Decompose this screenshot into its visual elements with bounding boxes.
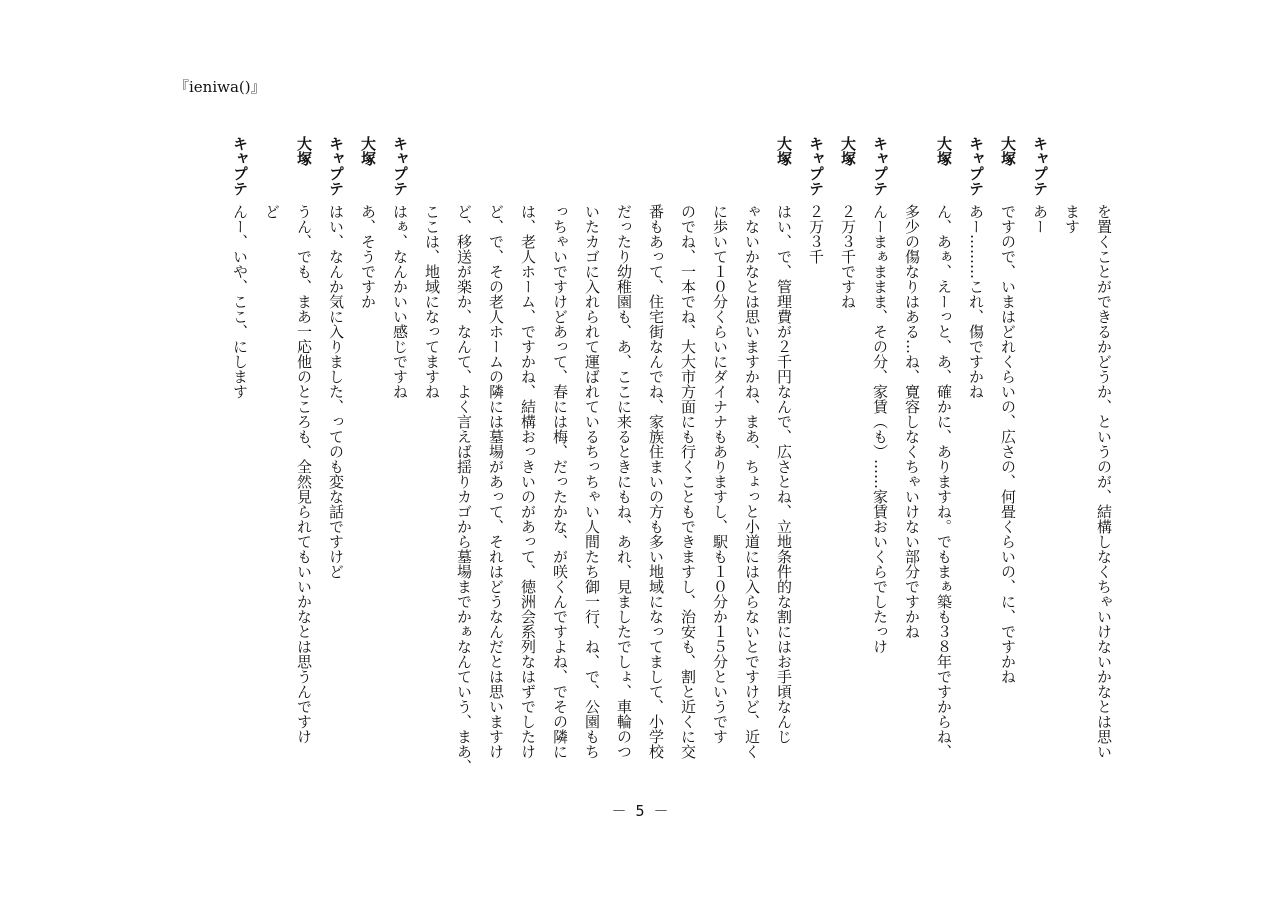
dialogue-text: ど、で、その老人ホームの隣には墓場があって、それはどうなんだとは思いますけ bbox=[487, 204, 505, 759]
script-line bbox=[640, 136, 672, 766]
speaker-name: 大塚 bbox=[359, 136, 377, 166]
dialogue-text: うん、でも、まあ一応他のところも、全然見られてもいいかなとは思うんですけ bbox=[295, 204, 313, 744]
script-line bbox=[416, 136, 448, 766]
page-number: － 5 － bbox=[611, 802, 669, 820]
script-body bbox=[160, 136, 1120, 776]
dialogue-text: ２万３千ですね bbox=[839, 204, 857, 309]
dialogue-text: は、老人ホーム、ですかね、結構おっきいのがあって、徳洲会系列なはずでしたけ bbox=[519, 204, 537, 759]
document-header-title: 『ieniwa()』 bbox=[174, 78, 266, 96]
dialogue-text: ですので、いまはどれくらいの、広さの、何畳くらいの、に、ですかね bbox=[999, 204, 1017, 684]
script-line bbox=[480, 136, 512, 766]
script-line bbox=[992, 136, 1024, 766]
speaker-name: キャプテ bbox=[1031, 136, 1049, 196]
script-line bbox=[320, 136, 352, 766]
speaker-name: 大塚 bbox=[935, 136, 953, 166]
script-line bbox=[576, 136, 608, 766]
script-line bbox=[224, 136, 256, 766]
dialogue-text: ２万３千 bbox=[807, 204, 825, 264]
speaker-name: キャプテ bbox=[871, 136, 889, 196]
script-line bbox=[1056, 136, 1088, 766]
script-line bbox=[384, 136, 416, 766]
script-line bbox=[960, 136, 992, 766]
script-line bbox=[864, 136, 896, 766]
dialogue-text: あ、そうですか bbox=[359, 204, 377, 309]
script-line bbox=[512, 136, 544, 766]
speaker-name: 大塚 bbox=[999, 136, 1017, 166]
dialogue-text: ど、移送が楽か、なんて、よく言えば揺りカゴから墓場までかぁなんていう、まあ、 bbox=[455, 204, 473, 774]
script-line bbox=[896, 136, 928, 766]
script-line bbox=[768, 136, 800, 766]
dialogue-text: あー………これ、傷ですかね bbox=[967, 204, 985, 399]
dialogue-text: はい、なんか気に入りました、ってのも変な話ですけど bbox=[327, 204, 345, 579]
dialogue-text: ここは、地域になってますね bbox=[423, 204, 441, 399]
dialogue-text: を置くことができるかどうか、というのが、結構しなくちゃいけないかなとは思い bbox=[1095, 204, 1113, 759]
speaker-name: キャプテ bbox=[807, 136, 825, 196]
dialogue-text: ます bbox=[1063, 204, 1081, 234]
dialogue-text: 番もあって、住宅街なんでね、家族住まいの方も多い地域になってまして、小学校 bbox=[647, 204, 665, 759]
script-line bbox=[736, 136, 768, 766]
dialogue-text: はい、で、管理費が２千円なんで、広さとね、立地条件的な割にはお手頃なんじ bbox=[775, 204, 793, 744]
dialogue-text: だったり幼稚園も、あ、ここに来るときにもね、あれ、見ましたでしょ、車輪のつ bbox=[615, 204, 633, 759]
dialogue-text: んー、いや、ここ、にします bbox=[231, 204, 249, 399]
script-line bbox=[352, 136, 384, 766]
script-line bbox=[1088, 136, 1120, 766]
speaker-name: 大塚 bbox=[775, 136, 793, 166]
dialogue-text: ゃないかなとは思いますかね、まあ、ちょっと小道には入らないとですけど、近く bbox=[743, 204, 761, 759]
speaker-name: キャプテ bbox=[391, 136, 409, 196]
script-line bbox=[704, 136, 736, 766]
speaker-name: 大塚 bbox=[295, 136, 313, 166]
dialogue-text: いたカゴに入れられて運ばれているちっちゃい人間たち御一行、ね、で、公園もち bbox=[583, 204, 601, 759]
dialogue-text: ど bbox=[263, 204, 281, 219]
script-line bbox=[256, 136, 288, 766]
dialogue-text: っちゃいですけどあって、春には梅、だったかな、が咲くんですよね、でその隣に bbox=[551, 204, 569, 759]
script-line bbox=[1024, 136, 1056, 766]
speaker-name: キャプテ bbox=[967, 136, 985, 196]
script-line bbox=[832, 136, 864, 766]
script-line bbox=[608, 136, 640, 766]
script-line bbox=[800, 136, 832, 766]
dialogue-text: のでね、一本でね、大大市方面にも行くこともできますし、治安も、割と近くに交 bbox=[679, 204, 697, 759]
dialogue-text: ん、あぁ、えーっと、あ、確かに、ありますね。でもまぁ築も３８年ですからね、 bbox=[935, 204, 953, 759]
speaker-name: キャプテ bbox=[327, 136, 345, 196]
speaker-name: 大塚 bbox=[839, 136, 857, 166]
script-line bbox=[288, 136, 320, 766]
script-line bbox=[544, 136, 576, 766]
dialogue-text: んーまぁままま、その分、家賃（も）……家賃おいくらでしたっけ bbox=[871, 204, 889, 654]
script-line bbox=[672, 136, 704, 766]
dialogue-text: 多少の傷なりはある…ね、寛容しなくちゃいけない部分ですかね bbox=[903, 204, 921, 639]
script-line bbox=[928, 136, 960, 766]
dialogue-text: はぁ、なんかいい感じですね bbox=[391, 204, 409, 399]
speaker-name: キャプテ bbox=[231, 136, 249, 196]
dialogue-text: に歩いて１０分くらいにダイナナもありますし、駅も１０分か１５分というです bbox=[711, 204, 729, 744]
dialogue-text: あー bbox=[1031, 204, 1049, 234]
script-line bbox=[448, 136, 480, 774]
